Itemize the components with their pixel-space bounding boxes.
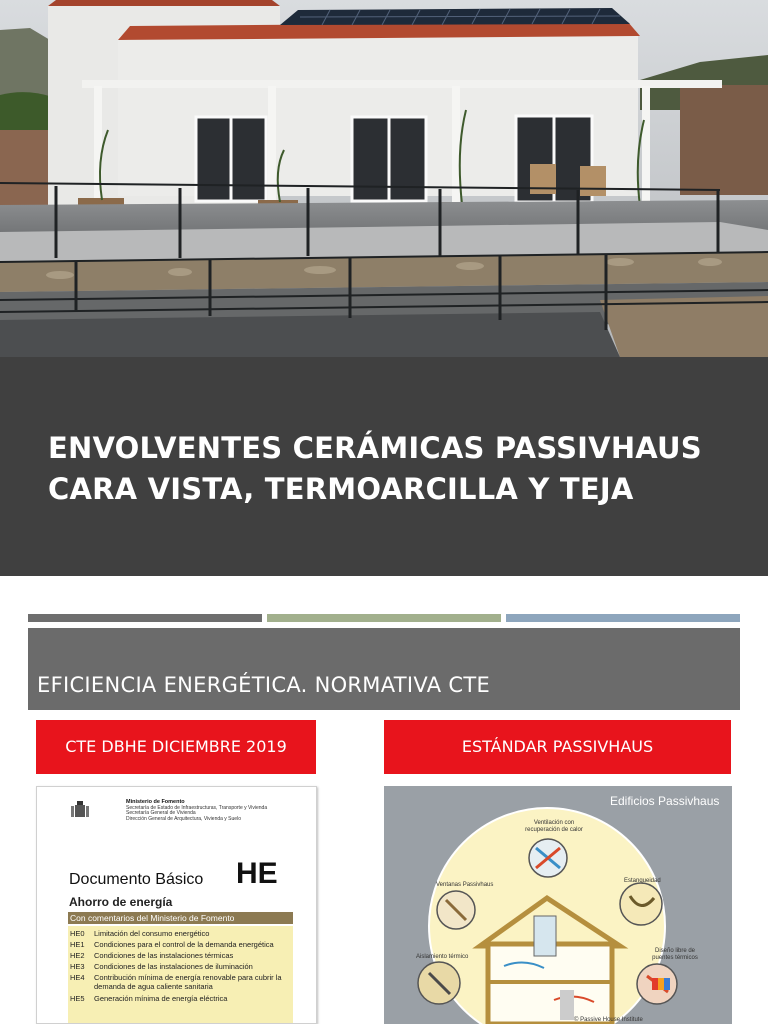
contents-code: HE5	[70, 994, 85, 1003]
document-cover	[36, 786, 317, 1024]
hero-photo	[0, 0, 768, 357]
passivhaus-diagram	[384, 786, 732, 1024]
contents-text: Condiciones para el control de la demanda energética	[94, 940, 274, 949]
title-band	[0, 357, 768, 576]
contents-code: HE0	[70, 929, 85, 938]
slide-title	[48, 428, 748, 510]
contents-code: HE1	[70, 940, 85, 949]
document-contents-table	[68, 926, 293, 1024]
slide-title-line-2: CARA VISTA, TERMOARCILLA Y TEJA	[48, 472, 634, 506]
document-subtitle: Ahorro de energía	[69, 895, 173, 909]
contents-text: Contribución mínima de energía renovable para cubrir la demanda de agua caliente sanitaria	[94, 973, 282, 991]
diagram-label-airtightness: Estanqueidad	[624, 878, 661, 884]
contents-text: Condiciones de las instalaciones de iluminación	[94, 962, 253, 971]
contents-code: HE2	[70, 951, 85, 960]
contents-text: Condiciones de las instalaciones térmicas	[94, 951, 234, 960]
coat-of-arms-icon	[71, 801, 89, 821]
ministry-line-2: Secretaría General de Vivienda	[126, 810, 196, 817]
document-code: HE	[236, 857, 278, 890]
ministry-header	[126, 800, 267, 822]
contents-text: Generación mínima de energía eléctrica	[94, 994, 228, 1003]
ministry-line-3: Dirección General de Arquitectura, Vivienda y Suelo	[126, 815, 241, 822]
contents-code: HE3	[70, 962, 85, 971]
cte-label: CTE DBHE DICIEMBRE 2019	[36, 720, 316, 774]
contents-text: Limitación del consumo energético	[94, 929, 210, 938]
passivhaus-house-illustration	[0, 0, 768, 357]
ministry-line-1: Secretaría de Estado de Infraestructuras, Transporte y Vivienda	[126, 804, 268, 811]
diagram-label-insulation: Aislamiento térmico	[416, 954, 469, 960]
ministry-name: Ministerio de Fomento	[126, 799, 185, 805]
document-title: Documento Básico	[69, 871, 204, 888]
document-comment-bar: Con comentarios del Ministerio de Fomento	[68, 912, 293, 924]
accent-rule-gray	[28, 614, 262, 622]
diagram-title: Edificios Passivhaus	[610, 794, 720, 808]
slide-title-line-1: ENVOLVENTES CERÁMICAS PASSIVHAUS	[48, 431, 702, 465]
diagram-label-ventilation: Ventilación con recuperación de calor	[525, 820, 583, 833]
contents-code: HE4	[70, 973, 85, 982]
passivhaus-label: ESTÁNDAR PASSIVHAUS	[384, 720, 731, 774]
accent-rule-green	[267, 614, 501, 622]
diagram-label-thermal-bridges: Diseño libre de puentes térmicos	[652, 948, 698, 961]
accent-rule-blue	[506, 614, 740, 622]
diagram-credit: © Passive House Institute	[574, 1017, 643, 1023]
section-title: EFICIENCIA ENERGÉTICA. NORMATIVA CTE	[37, 673, 491, 697]
diagram-label-windows: Ventanas Passivhaus	[436, 882, 494, 888]
section-header-bar	[28, 628, 740, 710]
